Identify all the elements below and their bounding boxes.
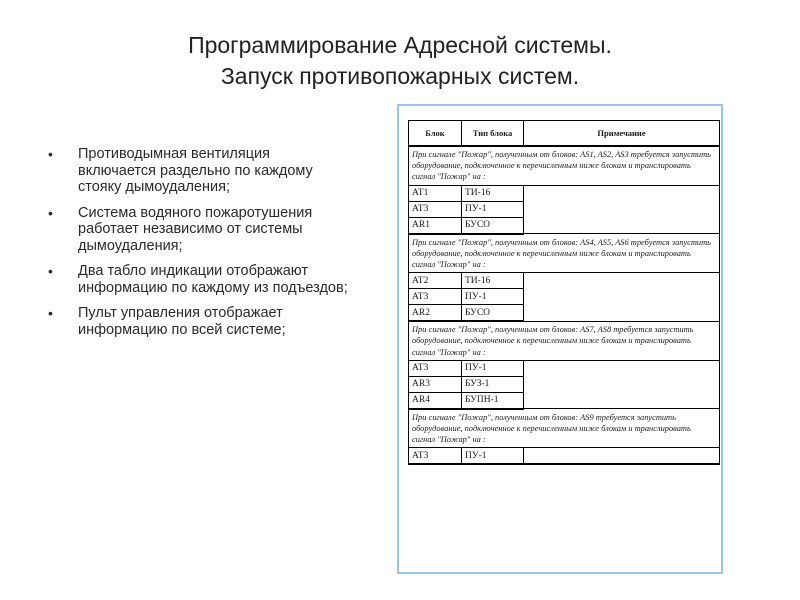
bullet-item: • Система водяного пожаротушения работает независимо от системы дымоудаления;	[48, 205, 348, 255]
cell-empty	[524, 185, 720, 234]
group-note-row	[409, 234, 720, 273]
bullet-item: • Противодымная вентиляция включается раздельно по каждому стояку дымоудаления;	[48, 146, 348, 196]
table-header-row	[409, 121, 720, 147]
cell-empty	[524, 360, 720, 409]
cell-type: БУСО	[462, 305, 524, 322]
cell-block: AT3	[409, 360, 462, 376]
table-row	[409, 185, 720, 201]
cell-block: AT3	[409, 289, 462, 305]
header-note: Примечание	[524, 121, 720, 147]
cell-type: ТИ-16	[462, 273, 524, 289]
bullet-item: • Два табло индикации отображают информацию по каждому из подъездов;	[48, 263, 348, 296]
header-block: Блок	[409, 121, 462, 147]
cell-type: БУСО	[462, 217, 524, 234]
cell-block: AT3	[409, 448, 462, 465]
cell-block: AT1	[409, 185, 462, 201]
table-row	[409, 448, 720, 465]
bullet-list	[48, 146, 348, 347]
group-note: При сигнале "Пожар", полученным от блоков: AS7, AS8 требуется запустить оборудование, подключенное к перечисленным ниже блокам и транслировать сигнал "Пожар" на :	[409, 321, 720, 360]
cell-type: БУПН-1	[462, 392, 524, 409]
group-note-row	[409, 409, 720, 448]
cell-block: AR4	[409, 392, 462, 409]
cell-type: ПУ-1	[462, 448, 524, 465]
cell-block: AT2	[409, 273, 462, 289]
group-note: При сигнале "Пожар", полученным от блоков: AS4, AS5, AS6 требуется запустить оборудование, подключенное к перечисленным ниже блокам и транслировать сигнал "Пожар" на :	[409, 234, 720, 273]
cell-block: AT3	[409, 201, 462, 217]
cell-empty	[524, 448, 720, 465]
table-row	[409, 360, 720, 376]
group-note-row	[409, 321, 720, 360]
cell-block: AR2	[409, 305, 462, 322]
program-table	[408, 120, 720, 465]
cell-type: ПУ-1	[462, 201, 524, 217]
title-line-2: Запуск противопожарных систем.	[220, 63, 580, 89]
group-note: При сигнале "Пожар", полученным от блоков: AS1, AS2, AS3 требуется запустить оборудование, подключенное к перечисленным ниже блокам и транслировать сигнал "Пожар" на :	[409, 146, 720, 185]
table-row	[409, 273, 720, 289]
group-note: При сигнале "Пожар", полученным от блоков: AS9 требуется запустить оборудование, подключенное к перечисленным ниже блокам и транслировать сигнал "Пожар" на :	[409, 409, 720, 448]
cell-block: AR1	[409, 217, 462, 234]
title-line-1: Программирование Адресной системы.	[188, 32, 612, 58]
cell-block: AR3	[409, 376, 462, 392]
cell-type: ПУ-1	[462, 360, 524, 376]
cell-type: ТИ-16	[462, 185, 524, 201]
slide-title	[0, 30, 800, 92]
header-type: Тип блока	[462, 121, 524, 147]
group-note-row	[409, 146, 720, 185]
cell-type: БУЗ-1	[462, 376, 524, 392]
bullet-item: • Пульт управления отображает информацию по всей системе;	[48, 305, 348, 338]
cell-type: ПУ-1	[462, 289, 524, 305]
cell-empty	[524, 273, 720, 322]
